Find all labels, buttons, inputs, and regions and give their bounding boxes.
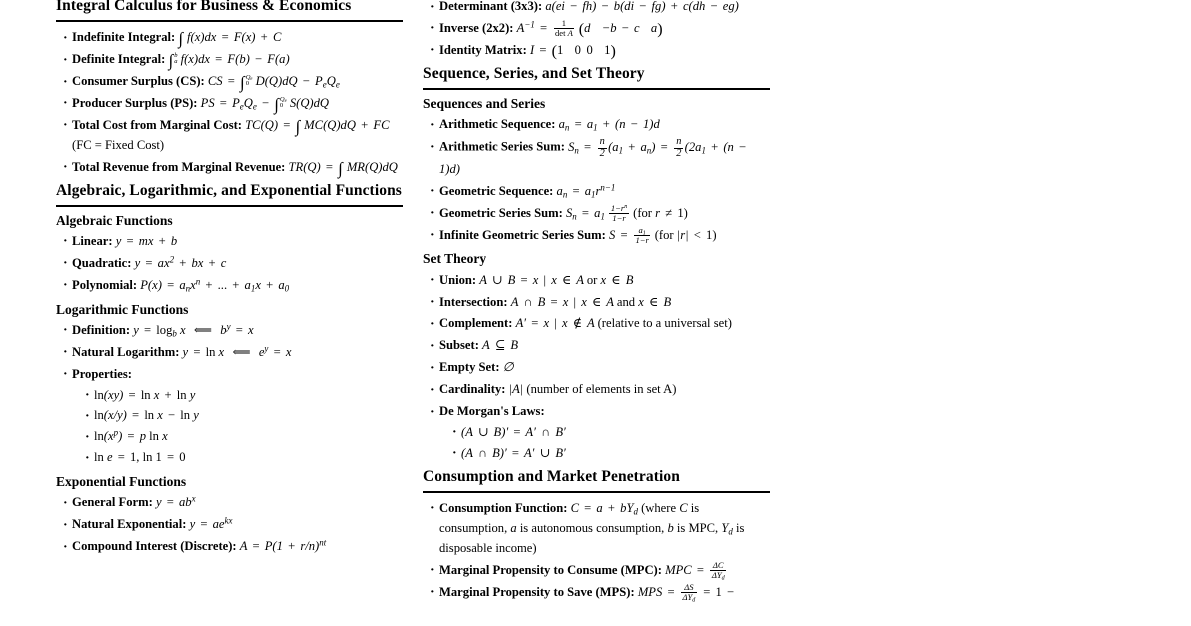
list-item bbox=[63, 365, 403, 468]
item-formula: y = mx + b bbox=[115, 233, 178, 248]
item-formula: MPC = $\frac{\Delta C}{\Delta Y_d}$ bbox=[665, 559, 725, 582]
item-label: Linear: bbox=[72, 233, 113, 248]
item-formula: TC(Q) = ∫ MC(Q)dQ + FC (FC = Fixed Cost) bbox=[72, 116, 390, 152]
item-label: Compound Interest (Discrete): bbox=[72, 539, 237, 554]
item-label: Identity Matrix: bbox=[439, 42, 527, 57]
list-item bbox=[63, 116, 403, 156]
list-logarithmic-functions bbox=[56, 321, 403, 468]
item-label: Intersection: bbox=[439, 294, 508, 309]
list-matrix-continued bbox=[423, 0, 770, 61]
subsection-title-algebraic-functions: Algebraic Functions bbox=[56, 212, 173, 228]
list-item bbox=[430, 41, 770, 61]
item-label: Infinite Geometric Series Sum: bbox=[439, 227, 606, 242]
item-formula: ∫ f(x)dx = F(x) + C bbox=[178, 29, 282, 49]
item-formula: (A ∩ B)′ = A′ ∪ B′ bbox=[461, 445, 566, 460]
item-label: Geometric Series Sum: bbox=[439, 205, 563, 220]
item-label: Empty Set: bbox=[439, 360, 500, 375]
list-item bbox=[430, 271, 770, 291]
list-item bbox=[452, 423, 770, 443]
list-item bbox=[430, 583, 770, 603]
item-formula: S = $\frac{a_1}{1-r}$ (for |r| < 1) bbox=[609, 224, 717, 245]
item-label: Marginal Propensity to Save (MPS): bbox=[439, 584, 635, 599]
list-set-theory bbox=[423, 271, 770, 464]
item-formula: $S_n = a_1$ $\frac{1-r^n}{1-r}$ (for r ≠ 1) bbox=[565, 202, 688, 223]
list-item bbox=[85, 386, 403, 406]
item-formula: TR(Q) = ∫ MR(Q)dQ bbox=[288, 158, 398, 178]
list-item bbox=[452, 444, 770, 464]
list-item bbox=[63, 72, 403, 92]
list-item bbox=[430, 380, 770, 400]
item-formula: ln e = 1, ln 1 = 0 bbox=[94, 450, 186, 465]
item-formula: a(ei − fh) − b(di − fg) + c(dh − eg) bbox=[545, 0, 739, 13]
item-label: Definition: bbox=[72, 322, 131, 337]
item-formula: $S_n$ = $\frac{n}{2}$ $(a_1 + a_n)$ = $\frac{n}{2}$ $(2a_1 + (n - 1)d)$ bbox=[439, 136, 747, 176]
item-label: De Morgan's Laws: bbox=[439, 404, 545, 418]
item-label: Total Cost from Marginal Cost: bbox=[72, 117, 243, 132]
section-title-sequence-series-set-theory: Sequence, Series, and Set Theory bbox=[423, 65, 770, 90]
item-formula: ln(x/y) = ln x − ln y bbox=[94, 408, 199, 423]
section-title-algebraic-log-exp: Algebraic, Logarithmic, and Exponential Functions bbox=[56, 182, 403, 207]
list-item bbox=[85, 427, 403, 447]
item-formula: $y = \log_b x$ ⟸ $b^y = x$ bbox=[133, 321, 254, 339]
item-formula: (A ∪ B)′ = A′ ∩ B′ bbox=[461, 424, 566, 439]
item-label: Inverse (2x2): bbox=[439, 20, 514, 35]
item-label: Consumer Surplus (CS): bbox=[72, 74, 205, 89]
item-label: Definite Integral: bbox=[72, 52, 166, 67]
list-item bbox=[430, 561, 770, 581]
item-formula: ln(xy) = ln x + ln y bbox=[94, 387, 196, 402]
item-label: Geometric Sequence: bbox=[439, 183, 554, 198]
list-item bbox=[430, 182, 770, 202]
section-title-consumption-market-penetration: Consumption and Market Penetration bbox=[423, 468, 770, 493]
list-item bbox=[430, 115, 770, 135]
item-formula: $\ln(x^p) = p$ ln x bbox=[94, 427, 168, 444]
list-integral-calculus bbox=[56, 28, 403, 177]
list-log-properties bbox=[72, 386, 403, 469]
item-label: Polynomial: bbox=[72, 277, 138, 292]
item-label: Union: bbox=[439, 272, 477, 287]
item-formula: I = (1 0 0 1) bbox=[529, 42, 616, 60]
item-formula: $y = ae^{kx}$ bbox=[189, 515, 233, 532]
list-consumption bbox=[423, 499, 770, 602]
item-formula: CS = ∫ $Q_e$ 0 $D(Q)dQ - P_eQ_e$ bbox=[207, 73, 340, 93]
list-item bbox=[63, 537, 403, 557]
item-formula: y = ln x ⟸ $e^y = x$ bbox=[182, 343, 292, 359]
item-label: Arithmetic Series Sum: bbox=[439, 139, 565, 154]
list-sequences-and-series bbox=[423, 115, 770, 245]
list-item bbox=[430, 402, 770, 464]
item-label: Marginal Propensity to Consume (MPC): bbox=[439, 562, 662, 577]
item-label: Determinant (3x3): bbox=[439, 0, 543, 13]
list-item bbox=[63, 321, 403, 341]
item-formula: A ∪ B = x | x ∈ A or x ∈ B bbox=[479, 272, 634, 287]
subsection-title-exponential-functions: Exponential Functions bbox=[56, 474, 187, 490]
list-item bbox=[430, 204, 770, 224]
list-item bbox=[430, 0, 770, 17]
item-label: Properties: bbox=[72, 366, 132, 381]
list-item bbox=[430, 499, 770, 559]
list-item bbox=[430, 336, 770, 356]
item-formula: $P(x) = a_nx^n$ + ... + $a_1x + a_0$ bbox=[140, 276, 290, 294]
list-exponential-functions bbox=[56, 493, 403, 557]
section-title-integral-calculus: Integral Calculus for Business & Economics bbox=[56, 0, 403, 22]
item-label: Cardinality: bbox=[439, 382, 506, 397]
item-label: Complement: bbox=[439, 316, 513, 331]
item-formula: A ⊆ B bbox=[482, 338, 519, 353]
list-item bbox=[430, 137, 770, 180]
item-formula: |A| (number of elements in set A) bbox=[508, 382, 677, 397]
item-formula: A ∩ B = x | x ∈ A and x ∈ B bbox=[510, 294, 672, 309]
list-item bbox=[63, 343, 403, 363]
item-formula: PS = $P_eQ_e$ − ∫ $Q_e$ 0 S(Q)dQ bbox=[200, 95, 330, 114]
item-formula: $a_n = a_1 + (n - 1)d$ bbox=[558, 117, 660, 133]
list-item bbox=[63, 232, 403, 252]
list-item bbox=[63, 515, 403, 535]
item-label: Indefinite Integral: bbox=[72, 30, 176, 45]
item-label: Natural Logarithm: bbox=[72, 344, 180, 359]
left-column bbox=[56, 0, 403, 626]
list-de-morgans-laws bbox=[439, 423, 770, 464]
list-item bbox=[430, 358, 770, 378]
item-label: Total Revenue from Marginal Revenue: bbox=[72, 159, 286, 174]
item-label: Producer Surplus (PS): bbox=[72, 95, 198, 110]
list-item bbox=[63, 254, 403, 274]
item-formula: MPS = $\frac{\Delta S}{\Delta Y_d}$ = 1 − bbox=[637, 581, 735, 604]
item-formula: ∅ bbox=[502, 360, 514, 375]
item-formula: $A^{-1}$ = $\frac{1}{\text{det A}}$ (d −b − c a) bbox=[516, 18, 663, 39]
list-item bbox=[430, 226, 770, 246]
item-formula: ∫ b a f(x)dx = F(b) − F(a) bbox=[168, 51, 290, 71]
item-label: Subset: bbox=[439, 338, 479, 353]
list-item bbox=[85, 406, 403, 426]
list-item bbox=[85, 448, 403, 468]
list-item bbox=[63, 493, 403, 513]
list-algebraic-functions bbox=[56, 232, 403, 296]
list-item bbox=[430, 314, 770, 334]
list-item bbox=[63, 28, 403, 48]
subsection-title-sequences-and-series: Sequences and Series bbox=[423, 95, 546, 111]
item-formula: A′ = x | x ∉ A (relative to a universal set) bbox=[515, 316, 732, 331]
list-item bbox=[63, 276, 403, 296]
subsection-title-set-theory: Set Theory bbox=[423, 251, 487, 267]
item-label: Quadratic: bbox=[72, 255, 132, 270]
list-item bbox=[430, 293, 770, 313]
item-label: General Form: bbox=[72, 495, 153, 510]
item-formula: $y = ax^2$ + bx + c bbox=[134, 254, 227, 270]
item-formula: $y = ab^x$ bbox=[155, 493, 196, 510]
list-item bbox=[63, 94, 403, 114]
list-item bbox=[430, 19, 770, 39]
item-formula: $A = P(1 + r/n)^{nt}$ bbox=[239, 537, 327, 554]
list-item bbox=[63, 158, 403, 178]
item-formula: $C = a + bY_d$ (where C is consumption, a is autonomous consumption, b is MPC, $Y_d$ is disposable income) bbox=[439, 500, 745, 555]
item-formula: $a_n = a_1r^{n-1}$ bbox=[556, 182, 616, 200]
subsection-title-logarithmic-functions: Logarithmic Functions bbox=[56, 301, 189, 317]
item-label: Natural Exponential: bbox=[72, 517, 187, 532]
list-item bbox=[63, 50, 403, 70]
item-label: Consumption Function: bbox=[439, 500, 568, 515]
right-column bbox=[423, 0, 770, 626]
item-label: Arithmetic Sequence: bbox=[439, 117, 556, 132]
